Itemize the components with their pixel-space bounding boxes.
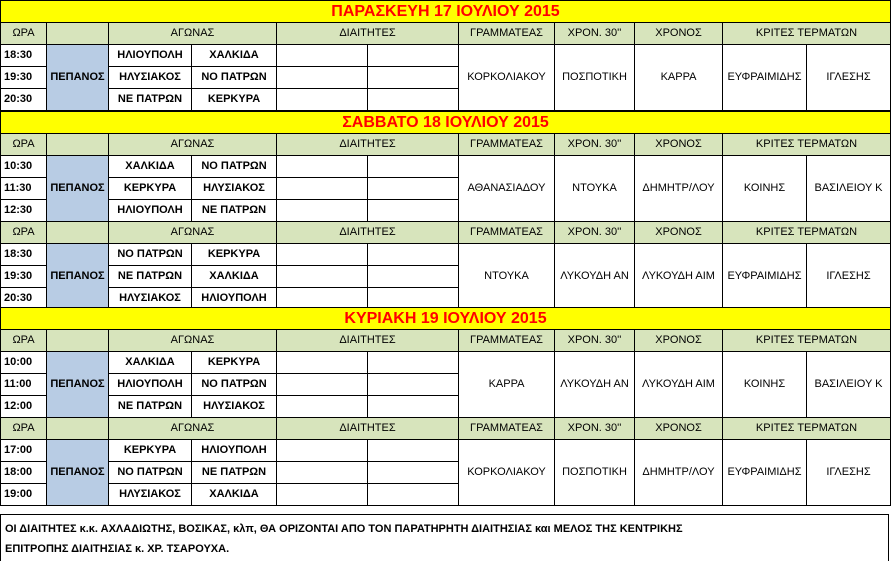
header-match: ΑΓΩΝΑΣ: [108, 133, 277, 156]
header-time: ΩΡΑ: [0, 329, 47, 352]
away-team: ΗΛΙΟΥΠΟΛΗ: [191, 439, 277, 462]
referee-1-cell: [276, 439, 368, 462]
goal-judge-1-name: ΕΥΦΡΑΙΜΙΔΗΣ: [722, 44, 807, 111]
footer-note-line-1: ΟΙ ΔΙΑΙΤΗΤΕΣ κ.κ. ΑΧΛΑΔΙΩΤΗΣ, ΒΟΣΙΚΑΣ, κλπ, ΘΑ ΟΡΙΖΟΝΤΑΙ ΑΠΟ ΤΟΝ ΠΑΡΑΤΗΡΗΤΗ ΔΙΑΙΤΗΣΙΑΣ και ΜΕΛΟΣ ΤΗΣ ΚΕΝΤΡΙΚΗΣ: [5, 523, 683, 535]
away-team: ΚΕΡΚΥΡΑ: [191, 351, 277, 374]
court-name: ΠΕΠΑΝΟΣ: [46, 439, 109, 506]
header-goal-judges: ΚΡΙΤΕΣ ΤΕΡΜΑΤΩΝ: [722, 133, 891, 156]
home-team: ΝΟ ΠΑΤΡΩΝ: [108, 461, 192, 484]
match-time: 18:30: [0, 243, 47, 266]
header-secretary: ΓΡΑΜΜΑΤΕΑΣ: [458, 329, 555, 352]
home-team: ΝΕ ΠΑΤΡΩΝ: [108, 395, 192, 418]
away-team: ΝΟ ΠΑΤΡΩΝ: [191, 66, 277, 89]
referee-2-cell: [367, 439, 459, 462]
header-timekeeper: ΧΡΟΝΟΣ: [634, 22, 723, 45]
home-team: ΗΛΙΟΥΠΟΛΗ: [108, 44, 192, 67]
home-team: ΚΕΡΚΥΡΑ: [108, 177, 192, 200]
home-team: ΚΕΡΚΥΡΑ: [108, 439, 192, 462]
match-time: 20:30: [0, 287, 47, 310]
referee-1-cell: [276, 265, 368, 288]
court-name: ΠΕΠΑΝΟΣ: [46, 351, 109, 418]
away-team: ΗΛΥΣΙΑΚΟΣ: [191, 177, 277, 200]
header-goal-judges: ΚΡΙΤΕΣ ΤΕΡΜΑΤΩΝ: [722, 417, 891, 440]
home-team: ΧΑΛΚΙΔΑ: [108, 155, 192, 178]
header-match: ΑΓΩΝΑΣ: [108, 329, 277, 352]
timekeeper-name: ΛΥΚΟΥΔΗ ΑΙΜ: [634, 351, 723, 418]
header-blank: [46, 22, 109, 45]
header-referees: ΔΙΑΙΤΗΤΕΣ: [276, 22, 459, 45]
timekeeper-name: ΛΥΚΟΥΔΗ ΑΙΜ: [634, 243, 723, 310]
goal-judge-2-name: ΒΑΣΙΛΕΙΟΥ Κ: [806, 155, 891, 222]
match-time: 19:00: [0, 483, 47, 506]
referee-2-cell: [367, 373, 459, 396]
away-team: ΧΑΛΚΙΔΑ: [191, 483, 277, 506]
away-team: ΝΟ ΠΑΤΡΩΝ: [191, 155, 277, 178]
shot-clock-name: ΛΥΚΟΥΔΗ ΑΝ: [554, 243, 635, 310]
referee-2-cell: [367, 395, 459, 418]
shot-clock-name: ΠΟΣΠΟΤΙΚΗ: [554, 439, 635, 506]
away-team: ΗΛΙΟΥΠΟΛΗ: [191, 287, 277, 310]
referee-1-cell: [276, 66, 368, 89]
referee-1-cell: [276, 177, 368, 200]
header-referees: ΔΙΑΙΤΗΤΕΣ: [276, 417, 459, 440]
secretary-name: ΝΤΟΥΚΑ: [458, 243, 555, 310]
referee-2-cell: [367, 351, 459, 374]
referee-1-cell: [276, 351, 368, 374]
referee-2-cell: [367, 243, 459, 266]
goal-judge-1-name: ΚΟΙΝΗΣ: [722, 155, 807, 222]
goal-judge-2-name: ΙΓΛΕΣΗΣ: [806, 243, 891, 310]
away-team: ΗΛΥΣΙΑΚΟΣ: [191, 395, 277, 418]
header-time: ΩΡΑ: [0, 22, 47, 45]
header-match: ΑΓΩΝΑΣ: [108, 22, 277, 45]
day-title: ΚΥΡΙΑΚΗ 19 ΙΟΥΛΙΟΥ 2015: [0, 307, 891, 330]
match-time: 12:00: [0, 395, 47, 418]
away-team: ΚΕΡΚΥΡΑ: [191, 88, 277, 111]
court-name: ΠΕΠΑΝΟΣ: [46, 155, 109, 222]
match-time: 18:30: [0, 44, 47, 67]
match-time: 10:00: [0, 351, 47, 374]
match-time: 12:30: [0, 199, 47, 222]
header-match: ΑΓΩΝΑΣ: [108, 417, 277, 440]
header-timekeeper: ΧΡΟΝΟΣ: [634, 417, 723, 440]
referee-1-cell: [276, 155, 368, 178]
goal-judge-1-name: ΚΟΙΝΗΣ: [722, 351, 807, 418]
referee-2-cell: [367, 199, 459, 222]
footer-note-line-2: ΕΠΙΤΡΟΠΗΣ ΔΙΑΙΤΗΣΙΑΣ κ. ΧΡ. ΤΣΑΡΟΥΧΑ.: [5, 543, 230, 555]
match-time: 19:30: [0, 265, 47, 288]
secretary-name: ΑΘΑΝΑΣΙΑΔΟΥ: [458, 155, 555, 222]
header-shot-clock: ΧΡΟΝ. 30'': [554, 329, 635, 352]
timekeeper-name: ΚΑΡΡΑ: [634, 44, 723, 111]
referee-1-cell: [276, 199, 368, 222]
header-blank: [46, 329, 109, 352]
header-goal-judges: ΚΡΙΤΕΣ ΤΕΡΜΑΤΩΝ: [722, 22, 891, 45]
header-blank: [46, 221, 109, 244]
match-time: 18:00: [0, 461, 47, 484]
referee-2-cell: [367, 177, 459, 200]
referee-1-cell: [276, 243, 368, 266]
header-blank: [46, 133, 109, 156]
referee-1-cell: [276, 44, 368, 67]
header-goal-judges: ΚΡΙΤΕΣ ΤΕΡΜΑΤΩΝ: [722, 221, 891, 244]
shot-clock-name: ΠΟΣΠΟΤΙΚΗ: [554, 44, 635, 111]
match-time: 17:00: [0, 439, 47, 462]
header-time: ΩΡΑ: [0, 133, 47, 156]
home-team: ΝΕ ΠΑΤΡΩΝ: [108, 88, 192, 111]
home-team: ΗΛΙΟΥΠΟΛΗ: [108, 199, 192, 222]
away-team: ΧΑΛΚΙΔΑ: [191, 44, 277, 67]
goal-judge-2-name: ΙΓΛΕΣΗΣ: [806, 439, 891, 506]
secretary-name: ΚΟΡΚΟΛΙΑΚΟΥ: [458, 44, 555, 111]
header-secretary: ΓΡΑΜΜΑΤΕΑΣ: [458, 133, 555, 156]
home-team: ΗΛΥΣΙΑΚΟΣ: [108, 483, 192, 506]
header-timekeeper: ΧΡΟΝΟΣ: [634, 329, 723, 352]
footer-note: [0, 514, 889, 561]
header-shot-clock: ΧΡΟΝ. 30'': [554, 221, 635, 244]
header-goal-judges: ΚΡΙΤΕΣ ΤΕΡΜΑΤΩΝ: [722, 329, 891, 352]
secretary-name: ΚΟΡΚΟΛΙΑΚΟΥ: [458, 439, 555, 506]
referee-1-cell: [276, 461, 368, 484]
referee-1-cell: [276, 88, 368, 111]
header-blank: [46, 417, 109, 440]
home-team: ΗΛΙΟΥΠΟΛΗ: [108, 373, 192, 396]
goal-judge-1-name: ΕΥΦΡΑΙΜΙΔΗΣ: [722, 439, 807, 506]
header-time: ΩΡΑ: [0, 417, 47, 440]
goal-judge-1-name: ΕΥΦΡΑΙΜΙΔΗΣ: [722, 243, 807, 310]
header-secretary: ΓΡΑΜΜΑΤΕΑΣ: [458, 417, 555, 440]
goal-judge-2-name: ΙΓΛΕΣΗΣ: [806, 44, 891, 111]
timekeeper-name: ΔΗΜΗΤΡ/ΛΟΥ: [634, 155, 723, 222]
secretary-name: ΚΑΡΡΑ: [458, 351, 555, 418]
header-referees: ΔΙΑΙΤΗΤΕΣ: [276, 133, 459, 156]
referee-1-cell: [276, 395, 368, 418]
home-team: ΝΕ ΠΑΤΡΩΝ: [108, 265, 192, 288]
home-team: ΗΛΥΣΙΑΚΟΣ: [108, 66, 192, 89]
home-team: ΗΛΥΣΙΑΚΟΣ: [108, 287, 192, 310]
header-secretary: ΓΡΑΜΜΑΤΕΑΣ: [458, 221, 555, 244]
match-time: 19:30: [0, 66, 47, 89]
header-match: ΑΓΩΝΑΣ: [108, 221, 277, 244]
court-name: ΠΕΠΑΝΟΣ: [46, 243, 109, 310]
header-shot-clock: ΧΡΟΝ. 30'': [554, 133, 635, 156]
match-time: 20:30: [0, 88, 47, 111]
away-team: ΝΕ ΠΑΤΡΩΝ: [191, 199, 277, 222]
header-referees: ΔΙΑΙΤΗΤΕΣ: [276, 221, 459, 244]
away-team: ΝΕ ΠΑΤΡΩΝ: [191, 461, 277, 484]
referee-2-cell: [367, 44, 459, 67]
match-time: 11:30: [0, 177, 47, 200]
header-shot-clock: ΧΡΟΝ. 30'': [554, 417, 635, 440]
header-secretary: ΓΡΑΜΜΑΤΕΑΣ: [458, 22, 555, 45]
referee-1-cell: [276, 373, 368, 396]
timekeeper-name: ΔΗΜΗΤΡ/ΛΟΥ: [634, 439, 723, 506]
home-team: ΧΑΛΚΙΔΑ: [108, 351, 192, 374]
referee-1-cell: [276, 483, 368, 506]
referee-2-cell: [367, 88, 459, 111]
court-name: ΠΕΠΑΝΟΣ: [46, 44, 109, 111]
shot-clock-name: ΛΥΚΟΥΔΗ ΑΝ: [554, 351, 635, 418]
away-team: ΧΑΛΚΙΔΑ: [191, 265, 277, 288]
header-referees: ΔΙΑΙΤΗΤΕΣ: [276, 329, 459, 352]
referee-2-cell: [367, 66, 459, 89]
shot-clock-name: ΝΤΟΥΚΑ: [554, 155, 635, 222]
referee-2-cell: [367, 483, 459, 506]
away-team: ΚΕΡΚΥΡΑ: [191, 243, 277, 266]
match-time: 10:30: [0, 155, 47, 178]
header-timekeeper: ΧΡΟΝΟΣ: [634, 221, 723, 244]
referee-2-cell: [367, 461, 459, 484]
away-team: ΝΟ ΠΑΤΡΩΝ: [191, 373, 277, 396]
header-shot-clock: ΧΡΟΝ. 30'': [554, 22, 635, 45]
referee-2-cell: [367, 265, 459, 288]
referee-2-cell: [367, 155, 459, 178]
match-time: 11:00: [0, 373, 47, 396]
header-time: ΩΡΑ: [0, 221, 47, 244]
home-team: ΝΟ ΠΑΤΡΩΝ: [108, 243, 192, 266]
day-title: ΠΑΡΑΣΚΕΥΗ 17 ΙΟΥΛΙΟΥ 2015: [0, 0, 891, 23]
goal-judge-2-name: ΒΑΣΙΛΕΙΟΥ Κ: [806, 351, 891, 418]
header-timekeeper: ΧΡΟΝΟΣ: [634, 133, 723, 156]
day-title: ΣΑΒΒΑΤΟ 18 ΙΟΥΛΙΟΥ 2015: [0, 111, 891, 134]
